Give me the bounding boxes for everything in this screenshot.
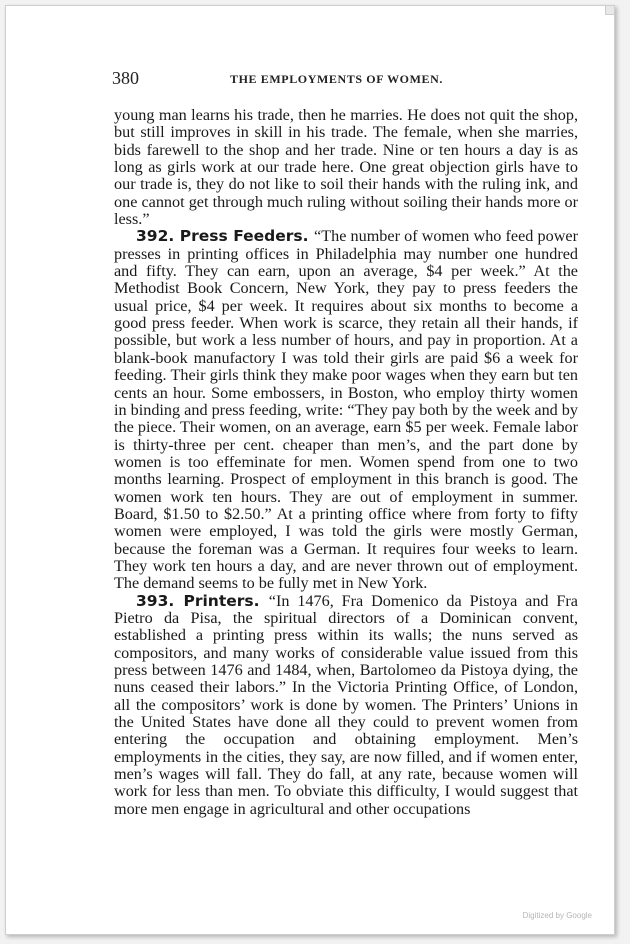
page-number: 380 bbox=[112, 68, 139, 88]
digitization-watermark: Digitized by Google bbox=[522, 911, 592, 920]
section-392-paragraph bbox=[114, 228, 578, 592]
section-heading-printers: 393. Printers. bbox=[136, 591, 269, 610]
paragraph-text: young man learns his trade, then he marries. He does not quit the shop, but still improves in skill in his trade. The female, when she marries, bids farewell to the shop and her trade. Nine or ten hours a day is as long as girls work at our trade here. One great objection girls have to our trade is, they do not like to soil their hands with the ruling ink, and one cannot get through much ruling without soiling their hands more or less.” bbox=[114, 106, 578, 229]
paragraph-continued bbox=[114, 107, 578, 228]
running-head: THE EMPLOYMENTS OF WOMEN. bbox=[230, 72, 444, 86]
body-text bbox=[114, 107, 578, 818]
section-393-paragraph bbox=[114, 593, 578, 818]
paragraph-text: “The number of women who feed power presses in printing offices in Philadelphia may number one hundred and fifty. They can earn, upon an average, $4 per week.” At the Methodist Book Concern, New York, they pay to press feeders the usual price, $4 per week. It requires about six months to become a good press feeder. When work is scarce, they retain all their hands, if possible, but work a less number of hours, and pay in proportion. At a blank-book manufactory I was told their girls are paid $6 a week for feeding. Their girls think they make poor wages when they earn but ten cents an hour. Some embossers, in Boston, who employ thirty women in binding and press feeding, write: “They pay both by the week and by the piece. Their women, on an average, earn $5 per week. Female labor is thirty-three per cent. cheaper than men’s, and the part done by women is too effeminate for men. Women spend from one to two months learning. Prospect of employment in this branch is good. The women work ten hours. They are out of employment in summer. Board, $1.50 to $2.50.” At a printing office where from forty to fifty women were employed, I was told the girls were mostly German, because the foreman was a German. It requires four weeks to learn. They work ten hours a day, and are never thrown out of employment. The demand seems to be fully met in New York. bbox=[114, 227, 578, 593]
book-page bbox=[5, 5, 615, 935]
section-heading-press-feeders: 392. Press Feeders. bbox=[136, 227, 315, 246]
paragraph-text: “In 1476, Fra Domenico da Pistoya and Fra Pietro da Pisa, the spiritual directors of a Dominican convent, established a printing press within its walls; the nuns served as compositors, and many works of considerable value issued from this press between 1476 and 1484, when, Bartolomeo da Pistoya dying, the nuns ceased their labors.” In the Victoria Printing Office, of London, all the compositors’ work is done by women. The Printers’ Unions in the United States have done all they could to prevent women from entering the occupation and obtaining employment. Men’s employments in the cities, they say, are now filled, and if women enter, men’s wages will fall. They do fall, at any rate, because women will work for less than men. To obviate this difficulty, I would suggest that more men engage in agricultural and other occupations bbox=[114, 591, 578, 818]
page-corner bbox=[605, 6, 614, 15]
page-header bbox=[112, 68, 578, 90]
